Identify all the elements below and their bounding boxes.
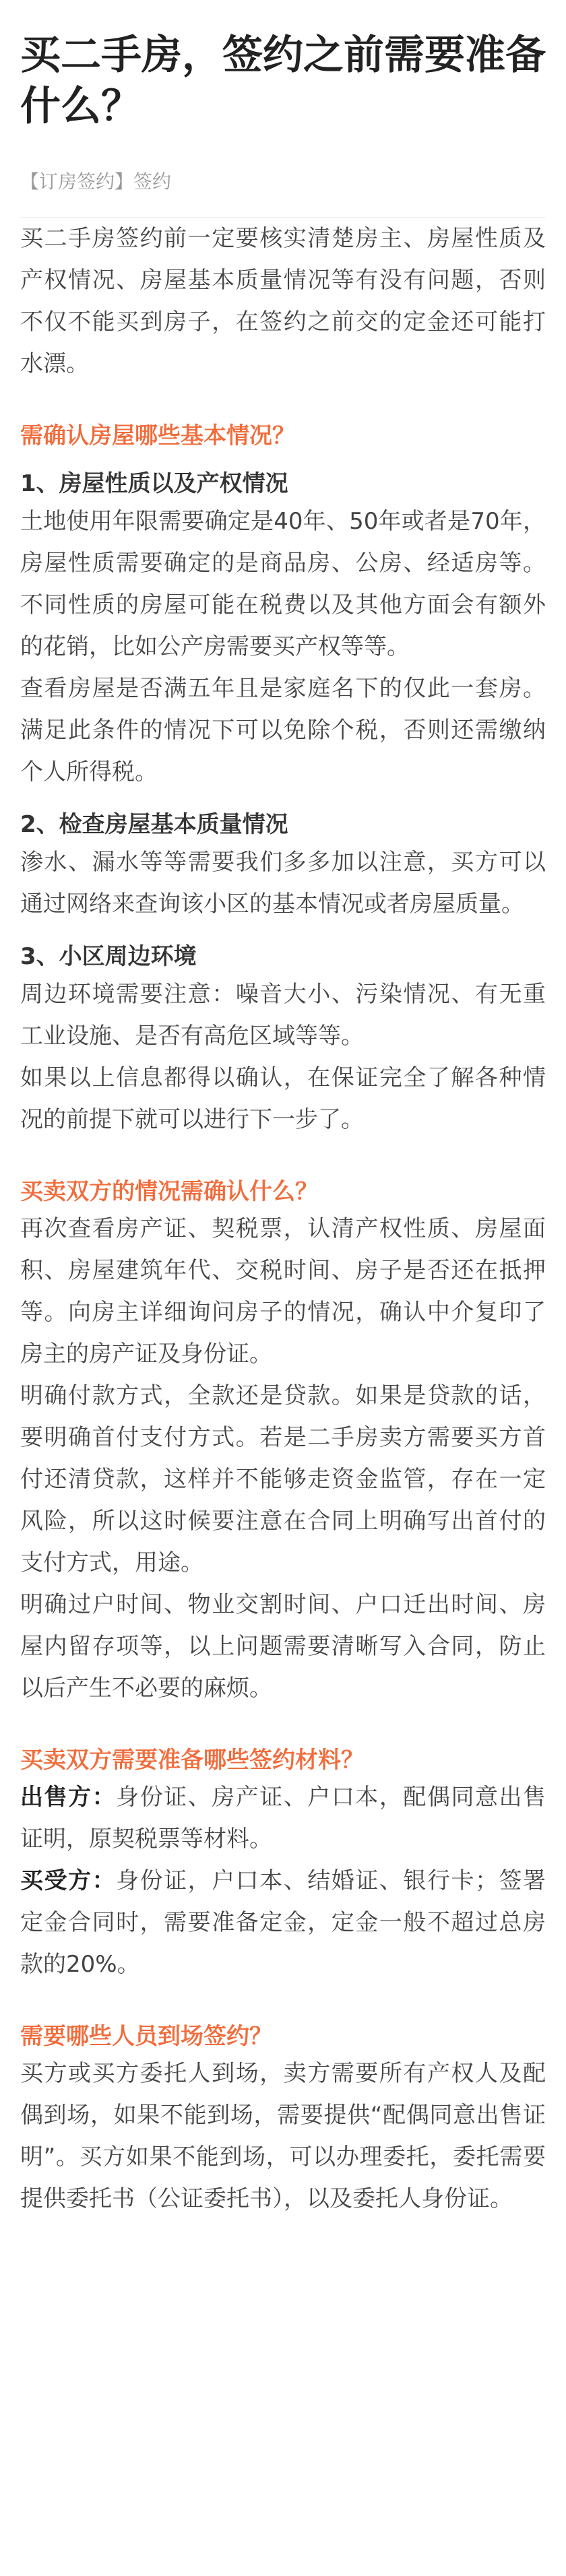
paragraph: 渗水、漏水等等需要我们多多加以注意，买方可以通过网络来查询该小区的基本情况或者房屋质量。 (20, 849, 546, 917)
seller-materials-paragraph (20, 1776, 546, 1860)
article-title: 买二手房，签约之前需要准备什么？ (20, 32, 546, 130)
paragraph: 明确付款方式，全款还是贷款。如果是贷款的话，要明确首付支付方式。若是二手房卖方需要买方首付还清贷款，这样并不能够走资金监管，存在一定风险，所以这时候要注意在合同上明确写出首付的支付方式，用途。 (20, 1382, 546, 1576)
section-heading-attendees: 需要哪些人员到场签约？ (20, 2023, 272, 2050)
tag-row (20, 168, 546, 195)
subheading-property-nature: 1、房屋性质以及产权情况 (20, 470, 288, 497)
subheading-surroundings: 3、小区周边环境 (20, 943, 197, 970)
paragraph: 周边环境需要注意：噪音大小、污染情况、有无重工业设施、是否有高危区域等等。 (20, 981, 546, 1050)
intro-paragraph: 买二手房签约前一定要核实清楚房主、房屋性质及产权情况、房屋基本质量情况等有没有问题，否则不仅不能买到房子，在签约之前交的定金还可能打水漂。 (20, 225, 546, 377)
section-heading-property-basics: 需确认房屋哪些基本情况？ (20, 422, 295, 449)
seller-text: 身份证、房产证、户口本，配偶同意出售证明，原契税票等材料。 (20, 1784, 546, 1853)
paragraph: 土地使用年限需要确定是40年、50年或者是70年，房屋性质需要确定的是商品房、公房、经适房等。不同性质的房屋可能在税费以及其他方面会有额外的花销，比如公产房需要买产权等等。 (20, 508, 546, 660)
tag-category-link[interactable]: 【订房签约】 (20, 170, 134, 193)
paragraph: 买方或买方委托人到场，卖方需要所有产权人及配偶到场，如果不能到场，需要提供“配偶同意出售证明”。买方如果不能到场，可以办理委托，委托需要提供委托书（公证委托书），以及委托人身份证。 (20, 2060, 546, 2212)
paragraph: 查看房屋是否满五年且是家庭名下的仅此一套房。满足此条件的情况下可以免除个税，否则还需缴纳个人所得税。 (20, 675, 546, 785)
buyer-materials-paragraph (20, 1860, 546, 1985)
paragraph: 如果以上信息都得以确认，在保证完全了解各种情况的前提下就可以进行下一步了。 (20, 1064, 546, 1133)
subheading-quality-check: 2、检查房屋基本质量情况 (20, 811, 288, 838)
section-heading-parties-confirm: 买卖双方的情况需确认什么？ (20, 1178, 318, 1205)
section-heading-materials: 买卖双方需要准备哪些签约材料？ (20, 1747, 364, 1774)
seller-label: 出售方： (20, 1784, 117, 1811)
buyer-label: 买受方： (20, 1867, 117, 1894)
tag-signing-link[interactable]: 签约 (133, 170, 172, 193)
buyer-text: 身份证，户口本、结婚证、银行卡；签署定金合同时，需要准备定金，定金一般不超过总房款的20%。 (20, 1867, 546, 1978)
paragraph: 再次查看房产证、契税票，认清产权性质、房屋面积、房屋建筑年代、交税时间、房子是否还在抵押等。向房主详细询问房子的情况，确认中介复印了房主的房产证及身份证。 (20, 1215, 546, 1367)
paragraph: 明确过户时间、物业交割时间、户口迁出时间、房屋内留存项等，以上问题需要清晰写入合同，防止以后产生不必要的麻烦。 (20, 1591, 546, 1702)
